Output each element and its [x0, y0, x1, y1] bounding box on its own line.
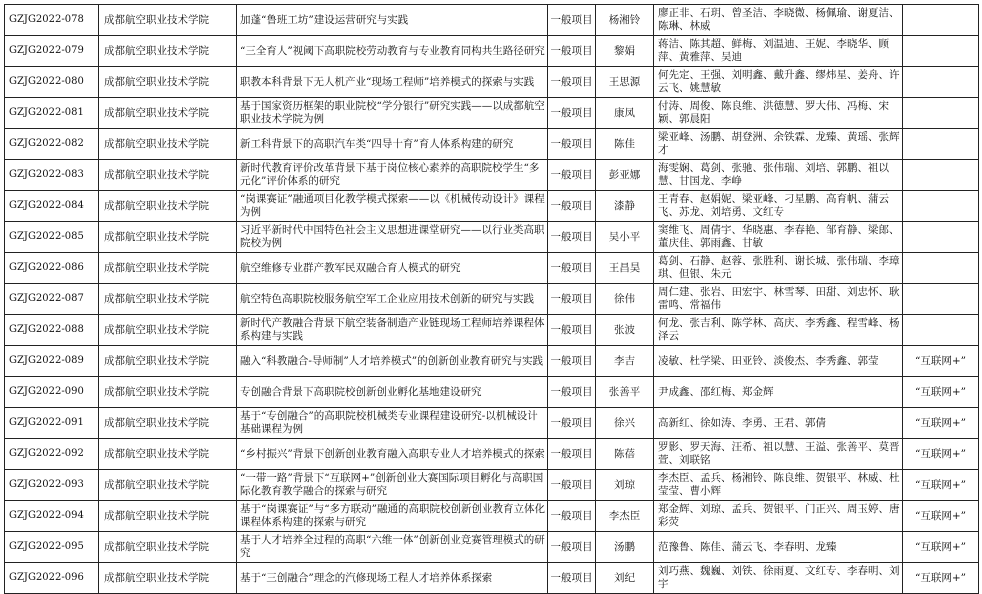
project-title: 融入“科教融合-导师制”人才培养模式”的创新创业教育研究与实践 — [237, 346, 548, 377]
project-level: 一般项目 — [548, 36, 596, 67]
project-level: 一般项目 — [548, 532, 596, 563]
project-code: GZJG2022-087 — [5, 284, 99, 315]
institution-name: 成都航空职业技术学院 — [99, 253, 237, 284]
project-leader: 刘纪 — [596, 563, 654, 594]
project-title: 新工科背景下的高职汽车类“四导十育”育人体系构建的研究 — [237, 129, 548, 160]
project-code: GZJG2022-095 — [5, 532, 99, 563]
project-note — [903, 191, 979, 222]
project-code: GZJG2022-084 — [5, 191, 99, 222]
institution-name: 成都航空职业技术学院 — [99, 563, 237, 594]
table-row — [5, 5, 979, 36]
project-note — [903, 98, 979, 129]
project-title: 基于国家资历框架的职业院校“学分银行”研究实践——以成都航空职业技术学院为例 — [237, 98, 548, 129]
project-code: GZJG2022-090 — [5, 377, 99, 408]
institution-name: 成都航空职业技术学院 — [99, 532, 237, 563]
project-code: GZJG2022-079 — [5, 36, 99, 67]
project-leader: 徐兴 — [596, 408, 654, 439]
project-level: 一般项目 — [548, 129, 596, 160]
institution-name: 成都航空职业技术学院 — [99, 67, 237, 98]
project-code: GZJG2022-080 — [5, 67, 99, 98]
project-members: 廖正非、石玥、曾圣洁、李晓微、杨佩瑜、谢夏洁、陈琳、林威 — [654, 5, 903, 36]
project-members: 凌敏、杜学梁、田亚铃、淡俊杰、李秀鑫、郭莹 — [654, 346, 903, 377]
project-leader: 杨湘铃 — [596, 5, 654, 36]
project-title: 职教本科背景下无人机产业“现场工程师”培养模式的探索与实践 — [237, 67, 548, 98]
institution-name: 成都航空职业技术学院 — [99, 36, 237, 67]
project-leader: 陈佳 — [596, 129, 654, 160]
institution-name: 成都航空职业技术学院 — [99, 470, 237, 501]
table-row — [5, 36, 979, 67]
table-row — [5, 563, 979, 594]
project-note: “互联网+” — [903, 346, 979, 377]
project-note — [903, 67, 979, 98]
table-row — [5, 470, 979, 501]
project-level: 一般项目 — [548, 191, 596, 222]
table-row — [5, 315, 979, 346]
project-code: GZJG2022-082 — [5, 129, 99, 160]
project-table — [4, 4, 979, 594]
project-level: 一般项目 — [548, 470, 596, 501]
project-note: “互联网+” — [903, 439, 979, 470]
table-row — [5, 284, 979, 315]
table-body — [5, 5, 979, 594]
project-leader: 王昌昊 — [596, 253, 654, 284]
table-row — [5, 98, 979, 129]
table-row — [5, 377, 979, 408]
project-members: 何先定、王强、刘明鑫、戴升鑫、缪炜星、姜舟、许云飞、姚慧敏 — [654, 67, 903, 98]
project-members: 高新红、徐如涛、李勇、王君、郭倩 — [654, 408, 903, 439]
institution-name: 成都航空职业技术学院 — [99, 408, 237, 439]
institution-name: 成都航空职业技术学院 — [99, 98, 237, 129]
table-row — [5, 160, 979, 191]
project-code: GZJG2022-094 — [5, 501, 99, 532]
project-leader: 刘琼 — [596, 470, 654, 501]
project-note — [903, 315, 979, 346]
project-level: 一般项目 — [548, 98, 596, 129]
project-title: 基于人才培养全过程的高职“六维一体”创新创业竞赛管理模式的研究 — [237, 532, 548, 563]
project-note: “互联网+” — [903, 470, 979, 501]
project-note — [903, 253, 979, 284]
table-row — [5, 253, 979, 284]
project-level: 一般项目 — [548, 253, 596, 284]
institution-name: 成都航空职业技术学院 — [99, 439, 237, 470]
project-level: 一般项目 — [548, 377, 596, 408]
project-note — [903, 222, 979, 253]
project-title: 专创融合背景下高职院校创新创业孵化基地建设研究 — [237, 377, 548, 408]
project-note — [903, 5, 979, 36]
project-note: “互联网+” — [903, 377, 979, 408]
project-members: 葛剑、石静、赵蓉、张胜利、谢长城、张伟瑞、李璋琪、但银、朱元 — [654, 253, 903, 284]
table-row — [5, 439, 979, 470]
project-members: 李杰臣、孟兵、杨湘铃、陈良维、贺银平、林威、杜莹莹、曹小辉 — [654, 470, 903, 501]
project-title: 习近平新时代中国特色社会主义思想进课堂研究——以行业类高职院校为例 — [237, 222, 548, 253]
project-members: 刘巧燕、魏巍、刘铁、徐雨夏、文红专、李春明、刘宇 — [654, 563, 903, 594]
project-note — [903, 284, 979, 315]
project-level: 一般项目 — [548, 439, 596, 470]
project-members: 周仁建、张岩、田宏宇、林雪琴、田甜、刘忠怀、耿雷鸣、常福伟 — [654, 284, 903, 315]
institution-name: 成都航空职业技术学院 — [99, 222, 237, 253]
project-code: GZJG2022-085 — [5, 222, 99, 253]
table-row — [5, 191, 979, 222]
institution-name: 成都航空职业技术学院 — [99, 346, 237, 377]
project-note: “互联网+” — [903, 501, 979, 532]
institution-name: 成都航空职业技术学院 — [99, 501, 237, 532]
project-level: 一般项目 — [548, 160, 596, 191]
institution-name: 成都航空职业技术学院 — [99, 315, 237, 346]
project-members: 梁亚峰、汤鹏、胡登洲、余铁霖、龙臻、黄瑶、张辉才 — [654, 129, 903, 160]
institution-name: 成都航空职业技术学院 — [99, 129, 237, 160]
project-title: “岗课赛证”融通项目化教学模式探索——以《机械传动设计》课程为例 — [237, 191, 548, 222]
project-title: “乡村振兴”背景下创新创业教育融入高职专业人才培养模式的探索 — [237, 439, 548, 470]
project-code: GZJG2022-092 — [5, 439, 99, 470]
project-members: 王青春、赵娟妮、梁亚峰、刁星鹏、高育帆、蒲云飞、苏龙、刘培勇、文红专 — [654, 191, 903, 222]
project-leader: 王思源 — [596, 67, 654, 98]
project-code: GZJG2022-083 — [5, 160, 99, 191]
project-note: “互联网+” — [903, 408, 979, 439]
project-members: 窦维飞、周倩宇、华晓惠、李春艳、邹育静、梁郎、董庆佳、郭雨鑫、甘敏 — [654, 222, 903, 253]
project-title: 基于“三创融合”理念的汽修现场工程人才培养体系探索 — [237, 563, 548, 594]
project-title: 新时代产教融合背景下航空装备制造产业链现场工程师培养课程体系构建与实践 — [237, 315, 548, 346]
institution-name: 成都航空职业技术学院 — [99, 160, 237, 191]
project-note — [903, 129, 979, 160]
project-members: 蒋洁、陈其超、鲜梅、刘温迪、王妮、李晓华、顾萍、黄雅萍、吴迪 — [654, 36, 903, 67]
project-leader: 张波 — [596, 315, 654, 346]
project-code: GZJG2022-093 — [5, 470, 99, 501]
project-leader: 漆静 — [596, 191, 654, 222]
project-code: GZJG2022-096 — [5, 563, 99, 594]
project-leader: 汤鹏 — [596, 532, 654, 563]
project-title: “三全育人”视阈下高职院校劳动教育与专业教育同构共生路径研究 — [237, 36, 548, 67]
project-level: 一般项目 — [548, 408, 596, 439]
project-members: 罗影、罗天海、汪希、祖以慧、王溢、张善平、莫晋萱、刘联铭 — [654, 439, 903, 470]
project-members: 郑金辉、刘琼、孟兵、贺银平、门正兴、周玉婷、唐彩荧 — [654, 501, 903, 532]
institution-name: 成都航空职业技术学院 — [99, 377, 237, 408]
project-members: 海雯娴、葛剑、张驰、张伟瑞、刘培、郭鹏、祖以慧、甘国龙、李峥 — [654, 160, 903, 191]
project-leader: 吴小平 — [596, 222, 654, 253]
project-title: 加蓬“鲁班工坊”建设运营研究与实践 — [237, 5, 548, 36]
institution-name: 成都航空职业技术学院 — [99, 5, 237, 36]
project-leader: 康凤 — [596, 98, 654, 129]
institution-name: 成都航空职业技术学院 — [99, 284, 237, 315]
project-leader: 黎娟 — [596, 36, 654, 67]
institution-name: 成都航空职业技术学院 — [99, 191, 237, 222]
project-leader: 徐伟 — [596, 284, 654, 315]
project-level: 一般项目 — [548, 222, 596, 253]
table-row — [5, 67, 979, 98]
table-row — [5, 501, 979, 532]
project-leader: 李吉 — [596, 346, 654, 377]
project-leader: 彭亚娜 — [596, 160, 654, 191]
project-members: 付涛、周俊、陈良维、洪德慧、罗大伟、冯梅、宋颖、郭晨阳 — [654, 98, 903, 129]
project-code: GZJG2022-086 — [5, 253, 99, 284]
project-leader: 张善平 — [596, 377, 654, 408]
project-members: 范豫鲁、陈佳、蒲云飞、李春明、龙臻 — [654, 532, 903, 563]
table-row — [5, 346, 979, 377]
table-row — [5, 129, 979, 160]
project-level: 一般项目 — [548, 563, 596, 594]
table-row — [5, 532, 979, 563]
project-leader: 陈蓓 — [596, 439, 654, 470]
project-note: “互联网+” — [903, 532, 979, 563]
table-row — [5, 222, 979, 253]
project-note — [903, 160, 979, 191]
table-row — [5, 408, 979, 439]
project-code: GZJG2022-088 — [5, 315, 99, 346]
project-code: GZJG2022-081 — [5, 98, 99, 129]
project-title: 新时代教育评价改革背景下基于岗位核心素养的高职院校学生“多元化”评价体系的研究 — [237, 160, 548, 191]
project-title: “一带一路”背景下“互联网+”创新创业大赛国际项目孵化与高职国际化教育教学融合的探索与研究 — [237, 470, 548, 501]
project-leader: 李杰臣 — [596, 501, 654, 532]
project-level: 一般项目 — [548, 67, 596, 98]
project-level: 一般项目 — [548, 315, 596, 346]
project-code: GZJG2022-091 — [5, 408, 99, 439]
project-code: GZJG2022-078 — [5, 5, 99, 36]
project-note: “互联网+” — [903, 563, 979, 594]
project-title: 基于“岗课赛证”与“多方联动”融通的高职院校创新创业教育立体化课程体系构建的探索与研究 — [237, 501, 548, 532]
project-level: 一般项目 — [548, 284, 596, 315]
project-level: 一般项目 — [548, 501, 596, 532]
project-members: 尹成鑫、邵红梅、郑金辉 — [654, 377, 903, 408]
project-code: GZJG2022-089 — [5, 346, 99, 377]
project-title: 航空维修专业群产教军民双融合育人模式的研究 — [237, 253, 548, 284]
project-level: 一般项目 — [548, 5, 596, 36]
project-level: 一般项目 — [548, 346, 596, 377]
project-note — [903, 36, 979, 67]
project-title: 基于“专创融合”的高职院校机械类专业课程建设研究-以机械设计基础课程为例 — [237, 408, 548, 439]
project-members: 何龙、张吉利、陈学林、高庆、李秀鑫、程雪峰、杨泽云 — [654, 315, 903, 346]
project-title: 航空特色高职院校服务航空军工企业应用技术创新的研究与实践 — [237, 284, 548, 315]
